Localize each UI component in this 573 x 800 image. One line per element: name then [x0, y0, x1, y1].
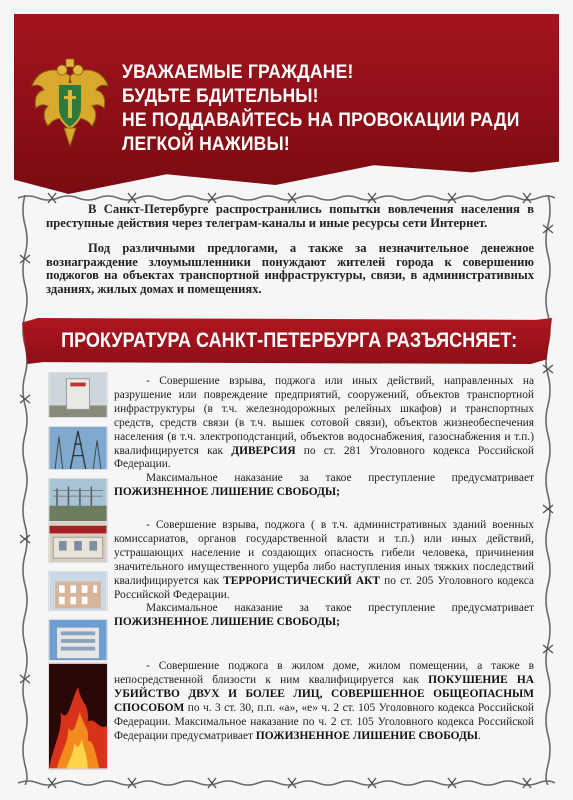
- banner-title: ПРОКУРАТУРА САНКТ-ПЕТЕРБУРГА РАЗЪЯСНЯЕТ:: [61, 329, 518, 352]
- section-text: - Совершение взрыва, поджога или иных действий, направленных на разрушение или повреждение предприятий, сооружений, объектов транспортной инфраструктуры (в т.ч. железнодорожных релейных шкафов) и транспортных средств, средств связи (в т.ч. вышек сотовой связи), объектов жизнеобеспечения населения (в т.ч. электроподстанций, объектов водоснабжения, газоснабжения и т.п.) квалифицируется как ДИВЕРСИЯ по ст. 281 Уголовного кодекса Российской Федерации.: [114, 375, 534, 471]
- crime-name: ТЕРРОРИСТИЧЕСКИЙ АКТ: [223, 574, 380, 587]
- photo-column-3: [48, 662, 108, 775]
- penalty-name: ПОЖИЗНЕННОЕ ЛИШЕНИЕ СВОБОДЫ;: [114, 616, 340, 629]
- intro-paragraph: Под различными предлогами, а также за незначительное денежное вознаграждение злоумышленники понуждают жителей города к совершению поджогов на объектах транспортной инфраструктуры, связи, в административных зданиях, жилых домах и помещениях.: [46, 241, 534, 296]
- office-building-photo: [48, 619, 108, 661]
- section-penalty: Максимальное наказание за такое преступление предусматривает ПОЖИЗНЕННОЕ ЛИШЕНИЕ СВОБОДЫ;: [114, 602, 534, 629]
- military-commissariat-photo: [48, 521, 108, 563]
- header-line: УВАЖАЕМЫЕ ГРАЖДАНЕ!: [122, 61, 354, 83]
- crime-name: ПОКУШЕНИЕ НА УБИЙСТВО ДВУХ И БОЛЕЕ ЛИЦ, СОВЕРШЕННОЕ ОБЩЕОПАСНЫМ СПОСОБОМ: [114, 673, 534, 714]
- section-penalty: Максимальное наказание за такое преступление предусматривает ПОЖИЗНЕННОЕ ЛИШЕНИЕ СВОБОДЫ;: [114, 472, 534, 499]
- intro-paragraph: В Санкт-Петербурге распространились попытки вовлечения населения в преступные действия через телеграм-каналы и иные ресурсы сети Интернет.: [46, 202, 534, 230]
- penalty-name: ПОЖИЗНЕННОЕ ЛИШЕНИЕ СВОБОДЫ: [255, 729, 478, 742]
- header-line: ЛЕГКОЙ НАЖИВЫ!: [122, 133, 290, 155]
- barbed-wire-left: [18, 195, 32, 785]
- header-line: НЕ ПОДДАВАЙТЕСЬ НА ПРОВОКАЦИИ РАДИ: [122, 109, 520, 131]
- header-line: БУДЬТЕ БДИТЕЛЬНЫ!: [122, 85, 319, 107]
- section-arson-homicide: [114, 660, 534, 743]
- photo-column-2: [48, 521, 108, 666]
- relay-cabinet-photo: [48, 372, 108, 418]
- cell-tower-photo: [48, 426, 108, 470]
- fire-photo: [48, 662, 108, 770]
- barbed-wire-bottom: [18, 776, 555, 790]
- section-text: - Совершение взрыва, поджога ( в т.ч. административных зданий военных комиссариатов, органов государственной власти и т.п.) или иных действий, устрашающих население и создающих опасность гибели человека, причинения значительного имущественного ущерба либо наступления иных тяжких последствий квалифицируется как ТЕРРОРИСТИЧЕСКИЙ АКТ по ст. 205 Уголовного кодекса Российской Федерации.: [114, 519, 534, 601]
- intro-text: [46, 203, 534, 297]
- prosecutor-emblem-icon: [28, 56, 112, 152]
- section-text: - Совершение поджога в жилом доме, жилом помещении, а также в непосредственной близости к ним квалифицируется как ПОКУШЕНИЕ НА УБИЙСТВО ДВУХ И БОЛЕЕ ЛИЦ, СОВЕРШЕННОЕ ОБЩЕОПАСНЫМ СПОСОБОМ по ч. 3 ст. 30, п.п. «а», «е» ч. 2 ст. 105 Уголовного кодекса Российской Федерации. Максимальное наказание по ч. 2 ст. 105 Уголовного кодекса Российской Федерации предусматривает ПОЖИЗНЕННОЕ ЛИШЕНИЕ СВОБОДЫ.: [114, 660, 534, 742]
- section-terrorism: [114, 519, 534, 630]
- barbed-wire-right: [541, 195, 555, 785]
- penalty-name: ПОЖИЗНЕННОЕ ЛИШЕНИЕ СВОБОДЫ;: [114, 486, 340, 499]
- substation-photo: [48, 478, 108, 522]
- header-title: [122, 60, 520, 156]
- section-sabotage: [114, 375, 534, 500]
- photo-column-1: [48, 372, 108, 527]
- government-building-photo: [48, 571, 108, 611]
- crime-name: ДИВЕРСИЯ: [231, 444, 296, 457]
